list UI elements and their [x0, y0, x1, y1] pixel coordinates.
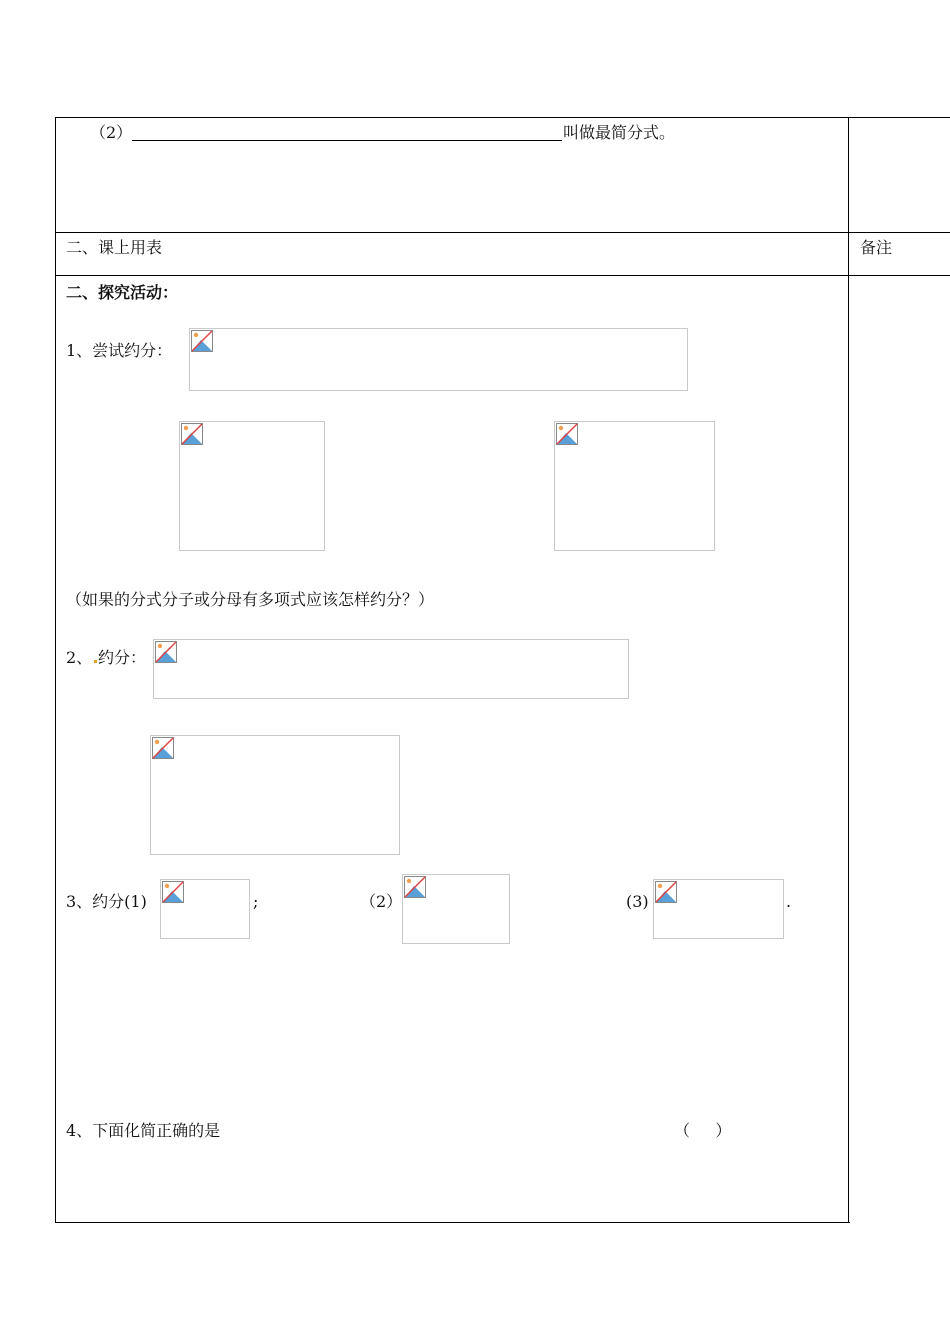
- q4-label: 4、下面化简正确的是: [66, 1121, 221, 1140]
- q3-label: 3、约分(1): [66, 892, 147, 911]
- q3-image-3: [653, 879, 784, 939]
- table-border-left: [55, 117, 56, 1223]
- broken-image-icon: [556, 423, 578, 445]
- q1-example-image-right: [554, 421, 715, 551]
- activity-heading: 二、探究活动：: [66, 283, 179, 302]
- broken-image-icon: [162, 881, 184, 903]
- q2-label-text: 约分：: [98, 648, 147, 667]
- table-border-bottom: [55, 1222, 850, 1223]
- broken-image-icon: [181, 423, 203, 445]
- definition-suffix: 叫做最简分式。: [563, 123, 676, 142]
- section-title: 二、课上用表: [66, 238, 163, 257]
- broken-image-icon: [152, 737, 174, 759]
- q2-formula-image: [153, 639, 629, 699]
- broken-image-icon: [404, 876, 426, 898]
- polynomial-hint: （如果的分式分子或分母有多项式应该怎样约分？）: [66, 590, 435, 609]
- q3-part3-label: (3): [626, 892, 649, 911]
- q4-answer-paren: （ ）: [674, 1121, 732, 1140]
- broken-image-icon: [191, 330, 213, 352]
- q1-formula-image: [189, 328, 688, 391]
- table-border-row3-top: [55, 275, 950, 276]
- q3-semicolon: ;: [253, 892, 259, 911]
- q1-example-image-left: [179, 421, 325, 551]
- q2-example-image: [150, 735, 400, 855]
- table-border-divider: [848, 117, 849, 1223]
- definition-blank: [132, 140, 562, 141]
- q2-label-number: 2、: [66, 648, 93, 667]
- broken-image-icon: [655, 881, 677, 903]
- q3-part2-label: （2）: [360, 892, 403, 911]
- q3-image-2: [402, 874, 510, 944]
- table-border-row2-top: [55, 232, 950, 233]
- q3-image-1: [160, 879, 250, 939]
- definition-prefix: （2）: [90, 123, 133, 142]
- notes-header: 备注: [860, 238, 893, 257]
- q1-label: 1、尝试约分：: [66, 341, 173, 360]
- q3-period: .: [786, 892, 792, 911]
- table-border-top: [55, 117, 950, 118]
- broken-image-icon: [155, 641, 177, 663]
- anchor-marker: [94, 660, 97, 663]
